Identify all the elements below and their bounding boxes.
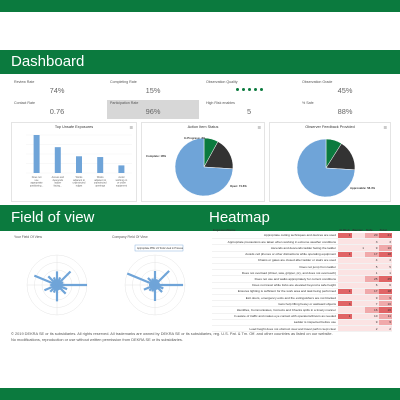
bar [34, 135, 40, 173]
heatmap-column-header[interactable]: Barrier [352, 227, 363, 232]
exposure-name: Exit doors, emergency exits and fire extinguishers are not blocked [212, 294, 338, 300]
heatmap-cell: 10 [379, 245, 393, 251]
exposure-name: Does not jump from ladder [212, 264, 338, 270]
heatmap-cell: 1 [338, 288, 352, 294]
panel-title: Company Field Of View [112, 235, 148, 239]
exposure-name: Does not travel while forks are elevated beyond a safe height [212, 282, 338, 288]
pie-chart [142, 123, 266, 203]
heatmap-column-header[interactable]: Safe [366, 227, 373, 232]
heatmap-cell: 18 [379, 251, 393, 257]
heatmap-cell: 18 [379, 288, 393, 294]
kpi-label: Observation Grade [302, 80, 333, 84]
bar [118, 165, 124, 173]
heatmap-column-header[interactable]: ExposureName [213, 227, 236, 232]
kpi-label: Review Rate [14, 80, 35, 84]
bar [55, 147, 61, 173]
dashboard-title: Dashboard [11, 53, 85, 70]
kpi-row-1 [11, 79, 391, 98]
exposure-name: Ladder is inspected before use [212, 319, 338, 325]
kpi-safe-percent[interactable] [299, 100, 391, 119]
exposure-name: Load height does not obstruct view and travel path is kept clear [212, 325, 338, 331]
heatmap-cell: 3 [365, 239, 379, 245]
tooltip-text: Appropriate PPE: 24 Tools Used in Process [137, 247, 184, 250]
hamburger-menu-icon[interactable]: ☰ [129, 125, 133, 130]
bar-category-label: Works adjacent to unprotected edges [72, 176, 86, 188]
heatmap-cell: 16 [365, 307, 379, 313]
kpi-label: High Risk enables [206, 101, 235, 105]
copyright-footer [11, 331, 391, 343]
radial-chart [109, 233, 201, 325]
kpi-value: 88% [337, 107, 353, 116]
kpi-value: 5 [246, 107, 252, 116]
heatmap-cell: 10 [379, 301, 393, 307]
kpi-label: Participation Rate [110, 101, 139, 105]
unsafe-exposures-panel [11, 122, 137, 202]
heatmap-cell: 5 [365, 264, 379, 270]
exposure-name: Gets help lifting heavy or awkward objects [212, 301, 338, 307]
heatmap-cell: 9 [365, 245, 379, 251]
heatmap-cell: 17 [365, 251, 379, 257]
bar-category-label: Avoid working on or under equipment [115, 176, 128, 188]
kpi-value: 0.76 [49, 107, 65, 116]
exposure-name: Appropriate precautions are taken when working in extreme weather conditions [212, 239, 338, 245]
heatmap-cell: 5 [379, 264, 393, 270]
hamburger-menu-icon[interactable]: ☰ [257, 125, 261, 130]
quality-dot [236, 88, 239, 91]
quality-dot [254, 88, 257, 91]
bar-chart [12, 123, 138, 203]
heatmap-cell: 10 [365, 313, 379, 319]
kpi-value: 96% [145, 107, 161, 116]
pie-label: In Progress: 4% [184, 136, 206, 140]
heatmap-cell: 21 [379, 233, 393, 239]
panel-title: Observer Feedback Provided [305, 125, 355, 129]
kpi-label: Observation Quality [206, 80, 238, 84]
heatmap-cell: 6 [365, 282, 379, 288]
bar [97, 157, 103, 173]
heatmap-cell: 1 [338, 251, 352, 257]
kpi-contact-rate[interactable] [11, 100, 103, 119]
heatmap-cell: 1 [352, 245, 366, 251]
heatmap-cell: 1 [365, 270, 379, 276]
kpi-value: 15% [145, 86, 161, 95]
top-band [0, 0, 400, 12]
kpi-label: % Safe [302, 101, 314, 105]
copyright-line: © 2019 DEKRA SE or its subsidiaries. All rights reserved. All trademarks are owned by DEKRA SE or its subsidiaries, reg. U.S. Pat. & Tm. Off. and other countries as listed on our website. [11, 331, 333, 336]
bar-category-label: Works adjacent to unprotected openings [93, 176, 107, 188]
kpi-label: Contact Rate [14, 101, 35, 105]
kpi-completing-rate[interactable] [107, 79, 199, 98]
kpi-observation-grade[interactable] [299, 79, 391, 98]
heatmap-cell: 2 [365, 325, 379, 331]
exposure-name: Ensures lighting is sufficient for the work area and task being performed [212, 288, 338, 294]
exposure-name: Ascends and descends ladder facing the ladder [212, 245, 338, 251]
pie-label: Complete: 18% [146, 154, 167, 158]
heatmap-cell: 20 [365, 233, 379, 239]
heatmap-cell: 6 [379, 282, 393, 288]
dashboard-header [0, 50, 400, 74]
kpi-row-2 [11, 100, 391, 119]
pie-label: Open: 74.6% [230, 184, 247, 188]
heatmap-cell: 4 [365, 257, 379, 263]
heatmap-cell: 1 [379, 270, 393, 276]
heatmap-cell: 2 [379, 325, 393, 331]
heatmap-body [212, 233, 392, 332]
kpi-review-rate[interactable] [11, 79, 103, 98]
heatmap-cell: 4 [379, 257, 393, 263]
bottom-band [0, 388, 400, 400]
action-status-panel [141, 122, 265, 202]
exposure-name: Does not overload (chisel, saw, gripper, pry, and does not overreach) [212, 270, 338, 276]
kpi-label: Completing Rate [110, 80, 137, 84]
radial-chart [11, 233, 103, 325]
quality-dot [242, 88, 245, 91]
panel-title: Action Item Status [187, 125, 219, 129]
exposure-name: Appropriate cutting techniques and devices are used [212, 233, 338, 239]
exposure-name: Does not use and walks appropriately for current conditions [212, 276, 338, 282]
company-fov-panel [109, 233, 201, 325]
heatmap-column-header[interactable]: Total [379, 227, 387, 232]
heatmap-cell: 9 [365, 319, 379, 325]
panel-title: Your Field Of View [14, 235, 42, 239]
kpi-participation-rate[interactable] [107, 100, 199, 119]
pie-label: Approvable: 58.4% [350, 186, 376, 190]
bar-category-label: Does not use appropriate positioning... [29, 176, 44, 188]
kpi-observation-quality[interactable] [203, 79, 295, 98]
bar-category-label: Access and descends ladder facing... [51, 176, 64, 188]
exposure-name: In aware of traffic and makes eye contact with operators/drivers as needed [212, 313, 338, 319]
heatmap-cell: 9 [379, 294, 393, 300]
panel-title: Top Unsafe Exposures [54, 125, 94, 129]
quality-dot [260, 88, 263, 91]
heatmap-cell: 3 [338, 301, 352, 307]
quality-dots [206, 88, 292, 91]
heatmap-title: Heatmap [209, 209, 270, 226]
heatmap-cell: 9 [379, 319, 393, 325]
heatmap-cell: 16 [379, 307, 393, 313]
heatmap-cell: 17 [365, 288, 379, 294]
heatmap-cell: 3 [379, 239, 393, 245]
heatmap-cell: 1 [338, 313, 352, 319]
heatmap-cell: 11 [379, 313, 393, 319]
kpi-value: 74% [49, 86, 65, 95]
heatmap-table [212, 227, 392, 332]
field-of-view-title: Field of view [11, 209, 95, 226]
heatmap-cell: 9 [365, 294, 379, 300]
exposure-name: Identifies, Communicates, Corrects and Checks spills in a timely manner [212, 307, 338, 313]
observer-feedback-panel [269, 122, 391, 202]
heatmap-cell: 25 [365, 276, 379, 282]
pie-chart [270, 123, 392, 203]
radial-spoke [127, 274, 155, 285]
heatmap-cell: 1 [338, 233, 352, 239]
quality-dot [248, 88, 251, 91]
kpi-grid [11, 79, 391, 121]
exposure-name: Chains or gates are closed after ladder or stairs are used [212, 257, 338, 263]
heatmap-cell: 7 [365, 301, 379, 307]
bar [76, 156, 82, 173]
heatmap-column-header[interactable]: At Risk [339, 227, 350, 232]
kpi-value: 45% [337, 86, 353, 95]
hamburger-menu-icon[interactable]: ☰ [383, 125, 387, 130]
exposure-name: Avoids cell phones or other distractions while operating equipment [212, 251, 338, 257]
kpi-high-risk[interactable] [203, 100, 295, 119]
heatmap-cell: 25 [379, 276, 393, 282]
copyright-line: No modifications, reproduction or use without written permission from DEKRA SE or its subsidiaries. [11, 337, 183, 342]
your-fov-panel [11, 233, 103, 325]
